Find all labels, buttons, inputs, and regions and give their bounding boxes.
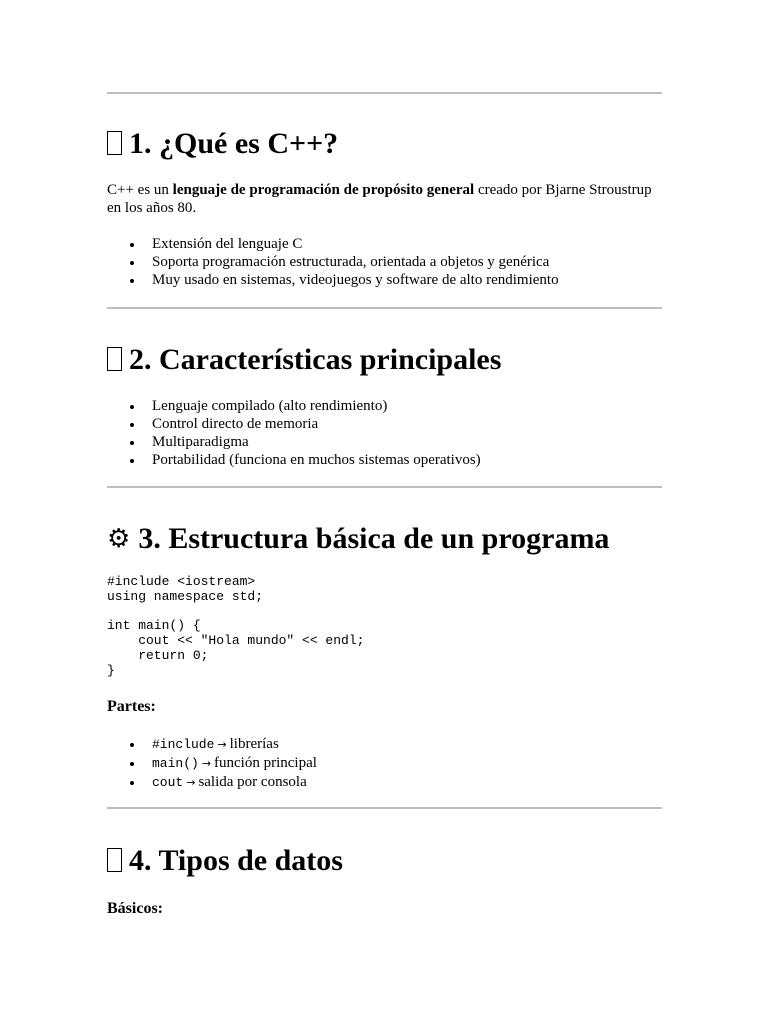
parts-label: Partes: <box>107 698 156 715</box>
horizontal-rule <box>107 307 662 309</box>
intro-bold: lenguaje de programación de propósito general <box>172 182 475 198</box>
arrow-icon: → <box>186 776 196 789</box>
list-item: Lenguaje compilado (alto rendimiento) <box>107 397 481 415</box>
section-4-heading <box>107 844 343 878</box>
section-2-heading <box>107 343 501 377</box>
arrow-icon: → <box>217 738 227 751</box>
section-2-list <box>107 397 481 469</box>
horizontal-rule <box>107 486 662 488</box>
section-3-heading <box>107 522 609 556</box>
horizontal-rule <box>107 807 662 809</box>
list-item: Control directo de memoria <box>107 415 481 433</box>
list-item: Portabilidad (funciona en muchos sistemas operativos) <box>107 451 481 469</box>
list-item: Multiparadigma <box>107 433 481 451</box>
arrow-icon: → <box>201 757 212 770</box>
list-item <box>107 754 317 773</box>
section-2-title: 2. Características principales <box>129 343 502 376</box>
list-item: Muy usado en sistemas, videojuegos y software de alto rendimiento <box>107 271 559 289</box>
gear-icon: ⚙ <box>107 524 131 554</box>
part-description: salida por consola <box>198 774 307 790</box>
section-1-title: 1. ¿Qué es C++? <box>129 127 339 160</box>
horizontal-rule <box>107 92 662 94</box>
list-item <box>107 773 317 792</box>
parts-list <box>107 735 317 792</box>
part-description: librerías <box>229 736 279 752</box>
section-1-heading <box>107 127 338 161</box>
list-item <box>107 735 317 754</box>
part-description: función principal <box>214 755 317 771</box>
missing-glyph-icon <box>107 347 122 371</box>
intro-suffix: creado por Bjarne Stroustrup en los años 80. <box>107 182 652 216</box>
missing-glyph-icon <box>107 848 122 872</box>
section-4-title: 4. Tipos de datos <box>129 844 343 877</box>
code-block: #include <iostream> using namespace std; int main() { cout << "Hola mundo" << endl; return 0; } <box>107 574 365 678</box>
list-item: Extensión del lenguaje C <box>107 235 559 253</box>
inline-code: #include <box>152 737 215 752</box>
inline-code: main() <box>152 756 199 771</box>
basics-label: Básicos: <box>107 900 163 917</box>
list-item: Soporta programación estructurada, orientada a objetos y genérica <box>107 253 559 271</box>
missing-glyph-icon <box>107 131 122 155</box>
section-1-list <box>107 235 559 289</box>
inline-code: cout <box>152 775 184 790</box>
section-3-title: 3. Estructura básica de un programa <box>138 522 610 555</box>
section-1-intro <box>107 181 662 217</box>
intro-prefix: C++ es un <box>107 182 173 198</box>
